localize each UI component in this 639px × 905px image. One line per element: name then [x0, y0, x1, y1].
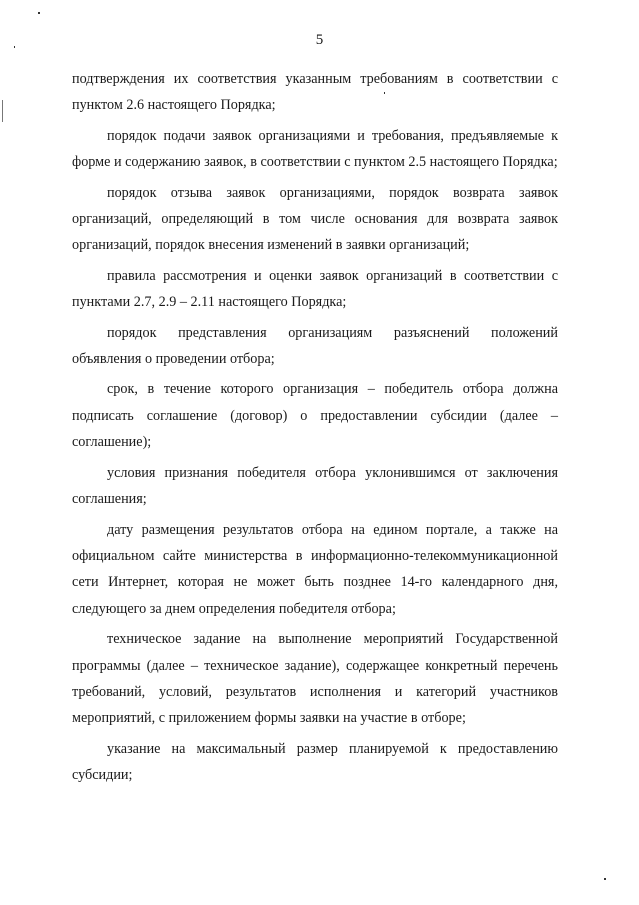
paragraph: техническое задание на выполнение мероприятий Государственной программы (далее – техническое задание), содержащее конкретный перечень требований, условий, результатов исполнения и категорий участников мероприятий, с приложением формы заявки на участие в отборе;	[72, 631, 558, 727]
scan-speck	[604, 878, 606, 880]
paragraph: правила рассмотрения и оценки заявок организаций в соответствии с пунктами 2.7, 2.9 – 2.11 настоящего Порядка;	[72, 267, 558, 311]
paragraph: порядок подачи заявок организациями и требования, предъявляемые к форме и содержанию заявок, в соответствии с пунктом 2.5 настоящего Порядка;	[72, 127, 558, 171]
paragraph: порядок отзыва заявок организациями, порядок возврата заявок организаций, определяющий в том числе основания для возврата заявок организаций, порядок внесения изменений в заявки организаций;	[72, 184, 558, 254]
paragraph: условия признания победителя отбора уклонившимся от заключения соглашения;	[72, 464, 558, 508]
document-body	[72, 66, 558, 789]
scan-speck	[2, 100, 3, 122]
paragraph: дату размещения результатов отбора на едином портале, а также на официальном сайте министерства в информационно-телекоммуникационной сети Интернет, которая не может быть позднее 14-го календарного дня, следующего за днем определения победителя отбора;	[72, 521, 558, 617]
scan-speck	[14, 46, 15, 48]
paragraph: срок, в течение которого организация – победитель отбора должна подписать соглашение (договор) о предоставлении субсидии (далее – соглашение);	[72, 381, 558, 451]
paragraph: указание на максимальный размер планируемой к предоставлению субсидии;	[72, 740, 558, 784]
paragraph: подтверждения их соответствия указанным требованиям в соответствии с пунктом 2.6 настоящего Порядка;	[72, 71, 558, 114]
scan-speck	[384, 92, 385, 94]
scan-speck	[38, 12, 40, 14]
paragraph: порядок представления организациям разъяснений положений объявления о проведении отбора;	[72, 324, 558, 368]
page-number: 5	[315, 32, 324, 48]
